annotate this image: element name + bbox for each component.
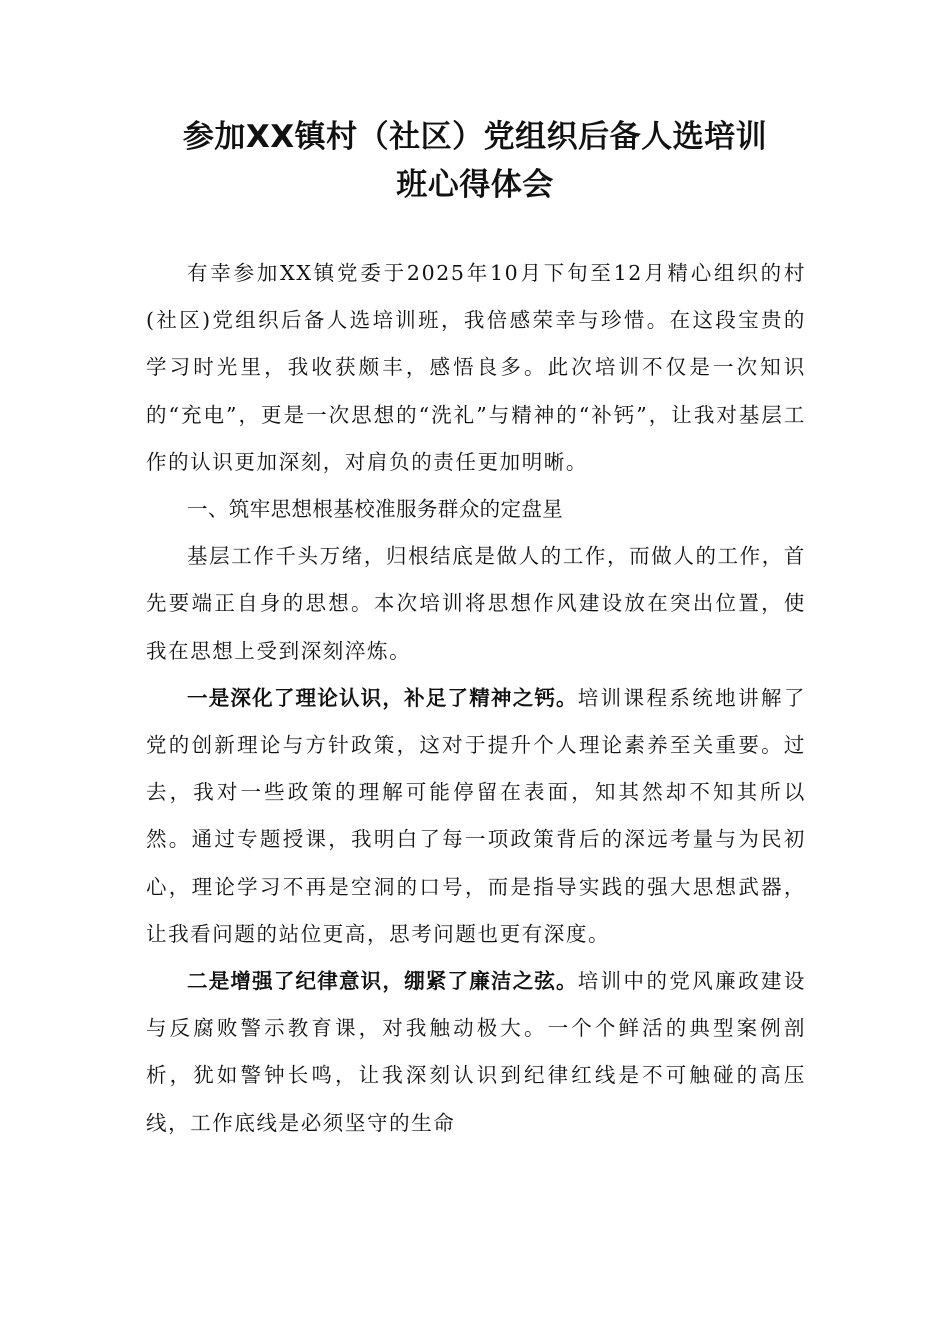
point-1-lead: 一是深化了理论认识，补足了精神之钙。 [187, 685, 578, 710]
point-2-paragraph [146, 958, 806, 1147]
document-title [140, 113, 810, 209]
section-1-intro-paragraph: 基层工作千头万绪，归根结底是做人的工作，而做人的工作，首先要端正自身的思想。本次培训将思想作风建设放在突出位置，使我在思想上受到深刻淬炼。 [146, 544, 806, 663]
point-1-paragraph [146, 675, 806, 958]
point-2-lead: 二是增强了纪律意识，绷紧了廉洁之弦。 [187, 969, 578, 994]
document-body [146, 250, 806, 1147]
section-1-heading: 一、筑牢思想根基校准服务群众的定盘星 [187, 497, 564, 522]
title-line-1: 参加XX镇村（社区）党组织后备人选培训 [182, 119, 768, 155]
title-line-2: 班心得体会 [396, 167, 554, 203]
intro-paragraph: 有幸参加XX镇党委于2025年10月下旬至12月精心组织的村(社区)党组织后备人选培训班，我倍感荣幸与珍惜。在这段宝贵的学习时光里，我收获颇丰，感悟良多。此次培训不仅是一次知识的“充电”，更是一次思想的“洗礼”与精神的“补钙”，让我对基层工作的认识更加深刻，对肩负的责任更加明晰。 [146, 261, 806, 474]
point-1-text: 培训课程系统地讲解了党的创新理论与方针政策，这对于提升个人理论素养至关重要。过去，我对一些政策的理解可能停留在表面，知其然却不知其所以然。通过专题授课，我明白了每一项政策背后的深远考量与为民初心，理论学习不再是空洞的口号，而是指导实践的强大思想武器，让我看问题的站位更高，思考问题也更有深度。 [146, 685, 806, 946]
point-2-text: 培训中的党风廉政建设与反腐败警示教育课，对我触动极大。一个个鲜活的典型案例剖析，犹如警钟长鸣，让我深刻认识到纪律红线是不可触碰的高压线，工作底线是必须坚守的生命 [146, 969, 806, 1135]
